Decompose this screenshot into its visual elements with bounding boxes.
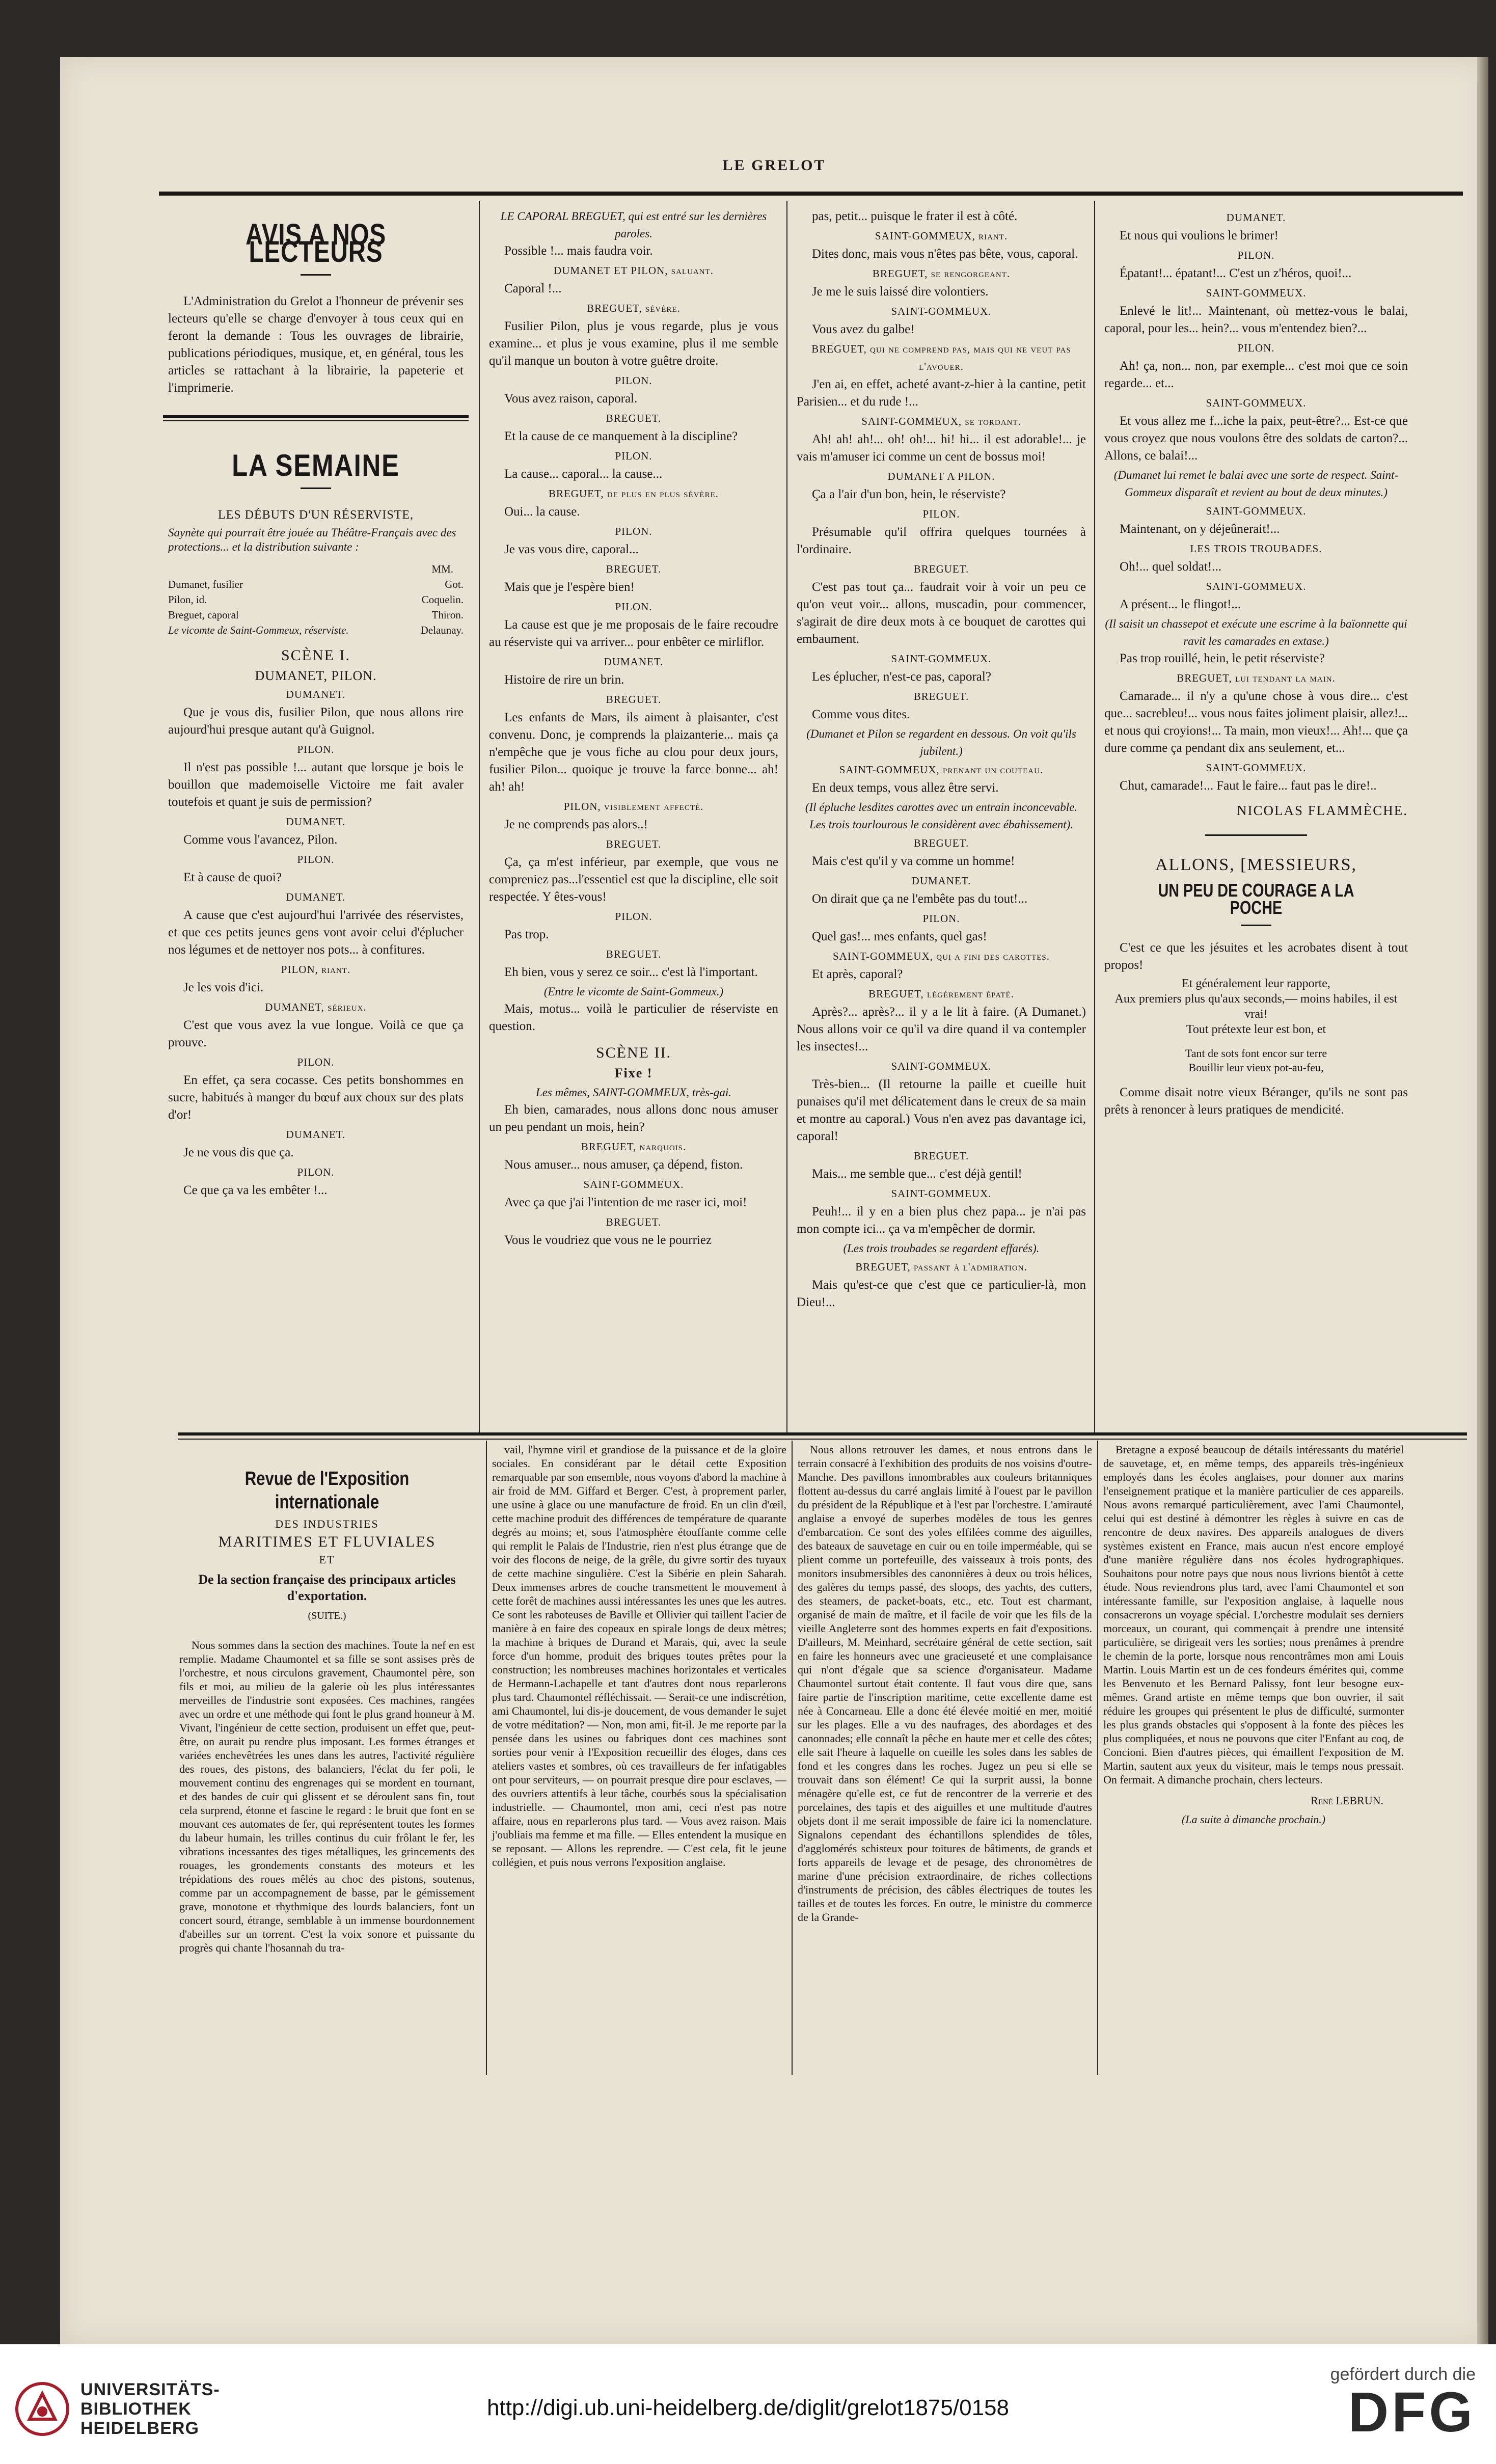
speaker-label: PILON.: [615, 374, 652, 387]
speaker-label: PILON.: [615, 910, 652, 923]
cast-row: Dumanet, fusilier Got.: [168, 578, 464, 590]
revue-suite: (SUITE.): [308, 1610, 346, 1621]
dialogue-line: Vous avez raison, caporal.: [504, 392, 638, 405]
scene-1-characters: DUMANET, PILON.: [255, 668, 377, 683]
stage-direction: LE CAPORAL BREGUET, qui est entré sur les dernières paroles.: [500, 210, 767, 240]
dfg-wordmark: DFG: [1348, 2381, 1476, 2444]
semaine-title: LA SEMAINE: [232, 448, 400, 482]
speaker-label: DUMANET.: [286, 891, 346, 903]
column-divider: [792, 1441, 793, 2075]
cast-list: [168, 561, 464, 638]
dialogue-line: Présumable qu'il offrira quelques tournées à l'ordinaire.: [797, 525, 1086, 556]
revue-column-1: [179, 1467, 475, 1956]
speaker-label: BREGUET.: [606, 838, 662, 850]
dfg-logo[interactable]: [1330, 2365, 1476, 2444]
speaker-label: SAINT-GOMMEUX.: [891, 1060, 992, 1072]
dialogue-line: Comme vous l'avancez, Pilon.: [183, 833, 338, 847]
speaker-label: SAINT-GOMMEUX, qui a fini des carottes.: [833, 950, 1050, 962]
dialogue-line: Très-bien... (Il retourne la paille et cueille huit punaises qu'il met délicatement dans le creux de sa main et montre au caporal.) Vous n'en avez pas davantage ici, caporal!: [797, 1077, 1086, 1143]
dialogue-line: Avec ça que j'ai l'intention de me raser ici, moi!: [504, 1196, 747, 1209]
cast-row: Pilon, id. Coquelin.: [168, 593, 464, 606]
dialogue-line: Pas trop rouillé, hein, le petit réserviste?: [1120, 652, 1325, 665]
dialogue-line: Et vous allez me f...iche la paix, peut-être?... Est-ce que vous croyez que nous voulons être des soldats de carton?... Allons, ce balai!...: [1104, 414, 1408, 463]
dialogue-line: Il n'est pas possible !... autant que lorsque je bois le bouillon que mademoiselle Victoire me fait avaler toutefois et quant je suis de permission?: [168, 761, 464, 809]
speaker-label: LES TROIS TROUBADES.: [1190, 543, 1322, 555]
allons-outro: Comme disait notre vieux Béranger, qu'ils ne sont pas prêts à renoncer à leurs pratiques de mendicité.: [1104, 1086, 1408, 1117]
dialogue-line: Vous avez du galbe!: [812, 322, 915, 336]
section-rule-thin: [178, 1439, 1467, 1440]
column-divider: [786, 201, 787, 1433]
dialogue-col-2: [489, 208, 778, 1249]
dialogue-line: Quel gas!... mes enfants, quel gas!: [812, 930, 987, 943]
revue-subtitle-1: DES INDUSTRIES: [275, 1518, 379, 1530]
dialogue-line: Caporal !...: [504, 282, 562, 295]
dialogue-line: En effet, ça sera cocasse. Ces petits bonshommes en sucre, habitués à manger du bœuf aux choux sur des plats d'or!: [168, 1073, 464, 1122]
stage-direction: (Il épluche lesdites carottes avec un entrain inconcevable. Les trois tourlourous le considèrent avec ébahissement).: [805, 801, 1078, 831]
column-divider: [486, 1441, 487, 2075]
dialogue-line: Je ne vous dis que ça.: [183, 1146, 294, 1159]
dialogue-line: Comme vous dites.: [812, 708, 910, 721]
dialogue-line: Eh bien, camarades, nous allons donc nous amuser un peu pendant un mois, hein?: [489, 1103, 778, 1134]
revue-column-3: [798, 1443, 1092, 1926]
column-4: [1104, 208, 1408, 1121]
speaker-label: DUMANET.: [286, 688, 346, 700]
revue-to-be-continued: (La suite à dimanche prochain.): [1181, 1813, 1326, 1826]
dialogue-line: Ah! ah! ah!... oh! oh!... hi! hi... il est adorable!... je vais m'amuser ici comme un cent de bossus moi!: [797, 432, 1086, 464]
dialogue-line: Et après, caporal?: [812, 967, 903, 981]
speaker-label: PILON.: [297, 853, 335, 865]
stage-direction: (Il saisit un chassepot et exécute une escrime à la baïonnette qui ravit les camarades en extase.): [1105, 617, 1407, 647]
dialogue-line: J'en ai, en effet, acheté avant-z-hier à la cantine, petit Parisien... et du rude !...: [797, 377, 1086, 409]
speaker-label: BREGUET.: [606, 563, 662, 575]
dialogue-line: Et la cause de ce manquement à la discipline?: [504, 429, 738, 443]
dialogue-line: Enlevé le lit!... Maintenant, où mettez-vous le balai, caporal, pour les... hein?... vous m'entendez bien?...: [1104, 304, 1408, 335]
revue-text-4: Bretagne a exposé beaucoup de détails intéressants du matériel de sauvetage, et, en même temps, des appareils très-ingénieux employés dans les écoles anglaises, pour donner aux marins l'enseignement pratique et la manière particulier de ces appareils. Nous avons remarqué particulièrement, avec l'ami Chaumontel, celui qui est destiné à démontrer les règles à suivre en cas de rencontre de deux navires. Des appareils analogues de divers systèmes existent en France, mais aucun n'est encore employé d'une manière régulière dans nos écoles hydrographiques. Souhaitons pour notre pays que nous nous livrions bientôt à cette étude. Nous reviendrons plus tard, avec l'ami Chaumontel et son intéressante famille, sur l'exposition anglaise, à laquelle nous consacrerons un voyage spécial. L'orchestre modulait ses derniers morceaux, un courant, qui commençait à prendre une intensité particulière, se dirigeait vers les sorties; nous prenâmes à prendre le chemin de la porte, lorsque nous rencontrâmes mon ami Louis Martin. Louis Martin est un de ces fondeurs émérites qui, comme les Benvenuto et les Bernard Palissy, font leur besogne eux-mêmes. Grand artiste en même temps que bon ouvrier, il sait réduire les groupes qui présentent le plus de difficulté, surmonter les plus grands obstacles qui s'opposent à la fonte des pièces les plus compliquées, et nous ne pouvons que citer l'Enfant au coq, de Concioni. Bien d'autres pièces, qui émaillent l'exposition de M. Martin, sautent aux yeux du visiteur, mais le temps nous pressait. On fermait. A dimanche prochain, chers lecteurs.: [1103, 1443, 1404, 1786]
speaker-label: DUMANET, sérieux.: [265, 1001, 367, 1013]
dialogue-line: Vous le voudriez que vous ne le pourriez: [504, 1233, 712, 1247]
dialogue-line: Eh bien, vous y serez ce soir... c'est là l'important.: [504, 965, 758, 979]
speaker-label: DUMANET.: [911, 875, 971, 887]
dialogue-line: Je ne comprends pas alors..!: [504, 818, 648, 831]
dialogue-line: En deux temps, vous allez être servi.: [812, 781, 999, 795]
dialogue-line: Camarade... il n'y a qu'une chose à vous dire... c'est que... sacrebleu!... vous nous faites joliment plaisir, allez!... et nous qui croyions!... Ta main, mon vieux!... Ah!... que ça dure comme ça pendant dix ans seulement, et...: [1104, 689, 1408, 755]
speaker-label: DUMANET.: [286, 816, 346, 828]
cast-row: Breguet, caporal Thiron.: [168, 609, 464, 621]
section-rule: [163, 415, 469, 418]
dialogue-line: Possible !... mais faudra voir.: [504, 244, 653, 258]
top-rule: [159, 192, 1463, 196]
dialogue-line: Les enfants de Mars, ils aiment à plaisanter, c'est convenu. Donc, je comprends la plaizanterie... mais ça n'empêche que je vous fiche au clou pour deux jours, fusilier Pilon... quoique je trouve la farce bonne... ah! ah! ah!: [489, 711, 778, 794]
section-rule: [178, 1432, 1467, 1436]
column-1: [168, 218, 464, 1201]
revue-text-2: vail, l'hymne viril et grandiose de la puissance et de la gloire sociales. En considérant par le détail cette Exposition remarquable par son ensemble, nous voyons d'abord la machine à air froid de MM. Giffard et Berger. C'est, à proprement parler, une usine à glace ou une manufacture de froid. En un clin d'œil, cette machine produit des différences de température de quarante degrés au moins; et, sous l'atmosphère étouffante comme celle qui remplit le Palais de l'Industrie, rien n'est plus étrange que de voir des flocons de neige, de la grêle, du givre sortir des tuyaux de cette machine singulière. C'est la Sibérie en plein Saharah. Deux immenses arbres de couche transmettent le mouvement à cette forêt de machines aussi intéressantes les unes que les autres. Ce sont les raboteuses de Baville et Ollivier qui taillent l'acier de manière à en faire des copeaux en spirale longs de deux mètres; la machine à briques de Durand et Marais, qui, avec la seule force d'un homme, produit des briques toutes prêtes pour la construction; les nombreuses machines horizontales et verticales de Hermann-Lachapelle et tant d'autres dont nous reparlerons plus tard. Chaumontel réfléchissait. — Serait-ce une indiscrétion, ami Chaumontel, lui dis-je doucement, de vous demander le sujet de votre méditation? — Non, mon ami, fit-il. Je me reporte par la pensée dans les usines ou fabriques dont ces machines sont sorties pour venir à l'Exposition recueillir des éloges, dans ces ateliers vastes et sombres, où ces travailleurs de fer infatigables ont pour serviteurs, — on pourrait presque dire pour esclaves, — des ouvriers attentifs à leur tâche, courbés sous la spécialisation industrielle. — Chaumontel, mon ami, ceci n'est pas notre affaire, nous en reparlerons plus tard. — Vous avez raison. Mais j'oubliais ma femme et ma fille. — Elles entendent la musique en se reposant. — Allons les reprendre. — C'est cela, fit le jeune collégien, et puis nous verrons l'exposition anglaise.: [492, 1443, 786, 1869]
dialogue-line: Je me le suis laissé dire volontiers.: [812, 285, 989, 299]
dialogue-line: Chut, camarade!... Faut le faire... faut pas le dire!..: [1120, 779, 1377, 793]
speaker-label: SAINT-GOMMEUX, se tordant.: [861, 415, 1021, 427]
speaker-label: SAINT-GOMMEUX.: [583, 1178, 684, 1190]
avis-text: L'Administration du Grelot a l'honneur de prévenir ses lecteurs qu'elle se charge d'envoyer à tous ceux qui en feront la demande : Tous les ouvrages de librairie, publications périodiques, musique, et, en général, tous les articles se rattachant à la librairie, la papeterie et l'imprimerie.: [168, 294, 464, 395]
dialogue-col-4: [1104, 209, 1408, 795]
allons-title: ALLONS, [MESSIEURS,: [1155, 855, 1357, 874]
stage-direction: (Les trois troubades se regardent effarés).: [843, 1242, 1040, 1255]
column-divider: [1097, 1441, 1098, 2075]
dialogue-line: Histoire de rire un brin.: [504, 673, 624, 687]
separator-dash: [1241, 925, 1271, 926]
revue-column-4: [1103, 1443, 1404, 1826]
cast-row: Le vicomte de Saint-Gommeux, réserviste. Delaunay.: [168, 624, 464, 636]
signature-flammeche: NICOLAS FLAMMÈCHE.: [1236, 803, 1408, 818]
speaker-label: SAINT-GOMMEUX.: [1206, 505, 1307, 517]
speaker-label: BREGUET, lui tendant la main.: [1177, 672, 1336, 684]
funding-text: gefördert durch die: [1330, 2365, 1476, 2384]
revue-text-3: Nous allons retrouver les dames, et nous entrons dans le terrain consacré à l'exhibition des produits de nos voisins d'outre-Manche. Des pavillons innombrables aux couleurs britanniques flottent au-dessus du carré anglais limité à l'ouest par le pavillon du président de la République et à l'est par l'orchestre. L'amirauté anglaise a envoyé de superbes modèles de tous les genres d'embarcation. Ce sont des yoles effilées comme des aiguilles, des bateaux de sauvetage en cuir ou en toile imperméable, qui se plient comme un portefeuille, des vaisseaux à trois ponts, des monitors insubmersibles des canonnières à deux ou trois hélices, des galères du temps passé, des sloops, des yachts, des cutters, des steamers, de packet-boats, etc., etc. Tout est charmant, organisé de main de maître, et il facile de voir que les fils de la vieille Angleterre sont des hommes experts en fait d'expositions. D'ailleurs, M. Meinhard, secrétaire général de cette section, sait en faire les honneurs avec une gracieuseté et une complaisance qui n'ont d'égale que sa science d'organisateur. Madame Chaumontel surtout était contente. Il faut vous dire que, sans faire partie de l'inscription maritime, cette excellente dame est née à Concarneau. Elle a donc été élevée moitié en mer, moitié sur les plages. Elle a vu des naufrages, des abordages et des canonnades; elle connaît la pêche en haute mer et celle des côtes; elle sait l'heure à laquelle on cueille les soles dans les sables de fond et les congres dans les roches. Jugez un peu si elle se trouvait dans son élément! Ce qui la surprit aussi, la bonne ménagère qu'elle est, ce fut de rencontrer de la verrerie et des porcelaines, des tapis et des aiguilles et une multitude d'autres objets dont il me serait impossible de faire ici la nomenclature. Signalons cependant des échantillons splendides de tôles, d'agglomérés schisteux pour toitures de bâtiments, de grands et forts appareils de levage et de pesage, des chronomètres de marine d'une précision extraordinaire, de riches collections d'instruments de précision, des câbles électriques de toutes les tailles et de toutes les forces. En outre, le ministre du commerce de la Grande-: [798, 1443, 1092, 1924]
speaker-label: BREGUET, passant à l'admiration.: [855, 1261, 1027, 1273]
speaker-label: SAINT-GOMMEUX.: [1206, 287, 1307, 299]
dialogue-line: Peuh!... il y en a bien plus chez papa... je n'ai pas mon compte ici... ça va m'empêcher de dormir.: [797, 1205, 1086, 1236]
semaine-subtitle: LES DÉBUTS D'UN RÉSERVISTE,: [217, 508, 414, 522]
dialogue-line: A présent... le flingot!...: [1120, 598, 1241, 611]
revue-title: Revue de l'Exposition internationale: [244, 1468, 410, 1513]
stage-direction: (Dumanet lui remet le balai avec une sorte de respect. Saint-Gommeux disparaît et revient au bout de deux minutes.): [1113, 469, 1399, 499]
dialogue-line: Ça, ça m'est inférieur, par exemple, que vous ne compreniez pas...l'essentiel est que la discipline, elle soit respectée. Y êtes-vous!: [489, 855, 778, 904]
revue-column-2: [492, 1443, 786, 1871]
speaker-label: PILON.: [922, 912, 960, 925]
speaker-label: PILON.: [615, 450, 652, 462]
dialogue-line: Nous amuser... nous amuser, ça dépend, fiston.: [504, 1158, 743, 1172]
scene-heading: SCÈNE II.: [596, 1044, 671, 1061]
dialogue-line: Fusilier Pilon, plus je vous regarde, plus je vous examine... et plus je vous examine, plus il me semble qu'il manque un bouton à votre guêtre droite.: [489, 319, 778, 368]
stage-direction: (Dumanet et Pilon se regardent en dessous. On voit qu'ils jubilent.): [806, 727, 1076, 757]
stage-direction: Les mêmes, SAINT-GOMMEUX, très-gai.: [535, 1086, 732, 1099]
speaker-label: SAINT-GOMMEUX.: [1206, 762, 1307, 774]
allons-verse-2: Tant de sots font encor sur terre Bouillir leur vieux pot-au-feu,: [1185, 1047, 1327, 1074]
dialogue-line: Je les vois d'ici.: [183, 981, 264, 994]
dialogue-line: C'est pas tout ça... faudrait voir à voir un peu ce qu'on veut voir... allons, muscadin, pour commencer, s'agirait de dire deux mots à ce bouquet de carottes qui embaument.: [797, 580, 1086, 646]
dialogue-line: Je vas vous dire, caporal...: [504, 543, 639, 556]
dialogue-col-1: [168, 686, 464, 1199]
allons-subtitle: UN PEU DE COURAGE A LA POCHE: [1158, 880, 1354, 918]
revue-et: ET: [319, 1553, 335, 1566]
speaker-label: PILON.: [1237, 249, 1275, 261]
dialogue-line: Ah! ça, non... non, par exemple... c'est moi que ce soin regarde... et...: [1104, 359, 1408, 390]
dialogue-line: Mais c'est qu'il y va comme un homme!: [812, 854, 1015, 868]
dialogue-line: Mais qu'est-ce que c'est que ce particulier-là, mon Dieu!...: [797, 1278, 1086, 1309]
speaker-label: BREGUET, légèrement épaté.: [868, 988, 1014, 1000]
revue-signature: René LEBRUN.: [1311, 1794, 1383, 1807]
speaker-label: PILON, riant.: [281, 963, 351, 976]
dialogue-line: Oh!... quel soldat!...: [1120, 560, 1221, 574]
speaker-label: BREGUET.: [606, 693, 662, 706]
semaine-blurb: Saynète qui pourrait être jouée au Théâtre-Français avec des protections... et la distribution suivante :: [168, 526, 456, 553]
separator-dash: [301, 274, 331, 276]
speaker-label: SAINT-GOMMEUX, prenant un couteau.: [839, 764, 1044, 776]
speaker-label: BREGUET.: [606, 412, 662, 424]
library-name: UNIVERSITÄTS- BIBLIOTHEK HEIDELBERG: [80, 2380, 220, 2438]
section-rule-thin: [163, 420, 469, 421]
column-2: [489, 208, 778, 1251]
scene-1-heading: SCÈNE I.: [281, 647, 350, 664]
speaker-label: BREGUET, qui ne comprend pas, mais qui ne veut pas l'avouer.: [811, 343, 1071, 372]
dialogue-line: Les éplucher, n'est-ce pas, caporal?: [812, 670, 991, 684]
speaker-label: SAINT-GOMMEUX, riant.: [875, 230, 1008, 242]
dialogue-line: Ce que ça va les embêter !...: [183, 1183, 328, 1197]
dialogue-line: Oui... la cause.: [504, 505, 580, 519]
allons-intro: C'est ce que les jésuites et les acrobates disent à tout propos!: [1104, 941, 1408, 972]
dialogue-line: Épatant!... épatant!... C'est un z'héros, quoi!...: [1120, 266, 1352, 280]
dialogue-line: La cause... caporal... la cause...: [504, 467, 663, 481]
speaker-label: DUMANET.: [1226, 211, 1286, 224]
page-binding-edge: [1477, 57, 1488, 2344]
column-divider: [479, 201, 480, 1433]
separator-rule: [1205, 834, 1307, 836]
dialogue-line: pas, petit... puisque le frater il est à côté.: [812, 209, 1018, 223]
speaker-label: PILON.: [297, 743, 335, 755]
speaker-label: SAINT-GOMMEUX.: [1206, 580, 1307, 592]
speaker-label: BREGUET, se rengorgeant.: [872, 267, 1011, 280]
dialogue-line: Maintenant, on y déjeûnerait!...: [1120, 522, 1280, 536]
dialogue-line: Dites donc, mais vous n'êtes pas bête, vous, caporal.: [812, 247, 1078, 261]
speaker-label: DUMANET ET PILON, saluant.: [554, 264, 714, 277]
speaker-label: SAINT-GOMMEUX.: [891, 305, 992, 317]
speaker-label: PILON.: [922, 508, 960, 520]
speaker-label: PILON, visiblement affecté.: [563, 800, 704, 813]
speaker-label: DUMANET.: [604, 656, 664, 668]
dialogue-col-3: [797, 208, 1086, 1311]
dialogue-line: C'est que vous avez la vue longue. Voilà ce que ça prouve.: [168, 1018, 464, 1049]
speaker-label: PILON.: [1237, 342, 1275, 354]
speaker-label: BREGUET, narquois.: [581, 1141, 687, 1153]
speaker-label: BREGUET.: [913, 837, 969, 849]
dialogue-line: Que je vous dis, fusilier Pilon, que nous allons rire aujourd'hui presque autant qu'à Guignol.: [168, 706, 464, 737]
dialogue-line: Et à cause de quoi?: [183, 871, 282, 884]
dialogue-line: A cause que c'est aujourd'hui l'arrivée des réservistes, et que ces petits jeunes gens vont avoir celui d'éplucher nos légumes et de nettoyer nos pots... à confitures.: [168, 908, 464, 957]
stage-direction: (Entre le vicomte de Saint-Gommeux.): [543, 985, 724, 998]
speaker-label: PILON.: [615, 601, 652, 613]
document-url[interactable]: http://digi.ub.uni-heidelberg.de/diglit/grelot1875/0158: [487, 2395, 1009, 2420]
speaker-label: BREGUET.: [913, 1150, 969, 1162]
column-3: [797, 208, 1086, 1313]
dialogue-line: Et nous qui voulions le brimer!: [1120, 229, 1279, 242]
speaker-label: DUMANET A PILON.: [887, 470, 995, 482]
speaker-label: PILON.: [297, 1056, 335, 1068]
speaker-label: SAINT-GOMMEUX.: [891, 1187, 992, 1200]
speaker-label: PILON.: [297, 1166, 335, 1178]
dialogue-line: Ça a l'air d'un bon, hein, le réserviste?: [812, 488, 1006, 501]
speaker-label: DUMANET.: [286, 1128, 346, 1141]
speaker-label: BREGUET, sévère.: [587, 302, 681, 314]
dialogue-line: On dirait que ça ne l'embête pas du tout!...: [812, 892, 1028, 906]
newspaper-page: [60, 57, 1488, 2344]
separator-dash: [301, 488, 331, 489]
revue-text-1: Nous sommes dans la section des machines. Toute la nef en est remplie. Madame Chaumontel et sa fille se sont assises près de l'orchestre, et nous circulons gravement, Chaumontel père, son fils et moi, au milieu de la galerie où les plus intéressantes merveilles de l'industrie sont exposées. Ces machines, rangées avec un ordre et une méthode qui font le plus grand honneur à M. Vivant, l'ingénieur de cette section, produisent un effet que, peut-être, on aurait pu rendre plus imposant. Les formes étranges et variées enchevêtrées les unes dans les autres, l'activité régulière des roues, des pistons, des balanciers, l'éclat du fer poli, le mouvement continu des engrenages qui se mordent en tournant, et des bandes de cuir qui glissent et se déroulent sans fin, tout cela surprend, étonne et fascine le regard : le bruit que font en se mouvant ces automates de fer, qui représentent toutes les formes du labeur humain, les trilles continus du cuir frôlant le fer, les vibrations incessantes des tiges métalliques, les grincements des rouages, les grondements constants des moteurs et les trépidations des roues mêlés au choc des pistons, soutenus, comme par un accompagnement de basse, par le gémissement grave, monotone et rhythmique des lourds balanciers, font un concert sourd, étrange, semblable à un immense bourdonnement d'abeilles sur un torrent. C'est la voix sonore et puissante du progrès qui chante l'hosannah du tra-: [179, 1639, 475, 1954]
dialogue-line: Mais... me semble que... c'est déjà gentil!: [812, 1167, 1022, 1181]
column-divider: [1094, 201, 1095, 1433]
digitization-footer: [0, 2344, 1496, 2464]
scene-subheading: Fixe !: [614, 1066, 653, 1080]
revue-section-title: De la section française des principaux articles d'exportation.: [198, 1572, 456, 1603]
dialogue-line: Mais que je l'espère bien!: [504, 580, 635, 594]
avis-title: AVIS A NOS LECTEURS: [246, 218, 386, 268]
running-title: LE GRELOT: [722, 157, 826, 174]
revue-subtitle-2: MARITIMES ET FLUVIALES: [218, 1533, 436, 1550]
cast-header: MM.: [431, 563, 453, 575]
dialogue-line: Mais, motus... voilà le particulier de réserviste en question.: [489, 1002, 778, 1033]
speaker-label: BREGUET.: [913, 563, 969, 575]
speaker-label: BREGUET.: [913, 690, 969, 702]
speaker-label: PILON.: [615, 525, 652, 537]
speaker-label: BREGUET.: [606, 1216, 662, 1228]
speaker-label: SAINT-GOMMEUX.: [1206, 397, 1307, 409]
speaker-label: BREGUET, de plus en plus sévère.: [548, 488, 719, 500]
speaker-label: BREGUET.: [606, 948, 662, 960]
dialogue-line: La cause est que je me proposais de le faire recoudre au réserviste qui va arriver... pour enbêter ce mirliflor.: [489, 618, 778, 649]
allons-verse: Et généralement leur rapporte, Aux premiers plus qu'aux seconds,— moins habiles, il est vrai! Tout prétexte leur est bon, et: [1114, 977, 1398, 1036]
dialogue-line: Après?... après?... il y a le lit à faire. (A Dumanet.) Nous allons voir ce qu'il va dire quand il va contempler les insectes!...: [797, 1005, 1086, 1053]
dialogue-line: Pas trop.: [504, 928, 549, 941]
speaker-label: SAINT-GOMMEUX.: [891, 653, 992, 665]
